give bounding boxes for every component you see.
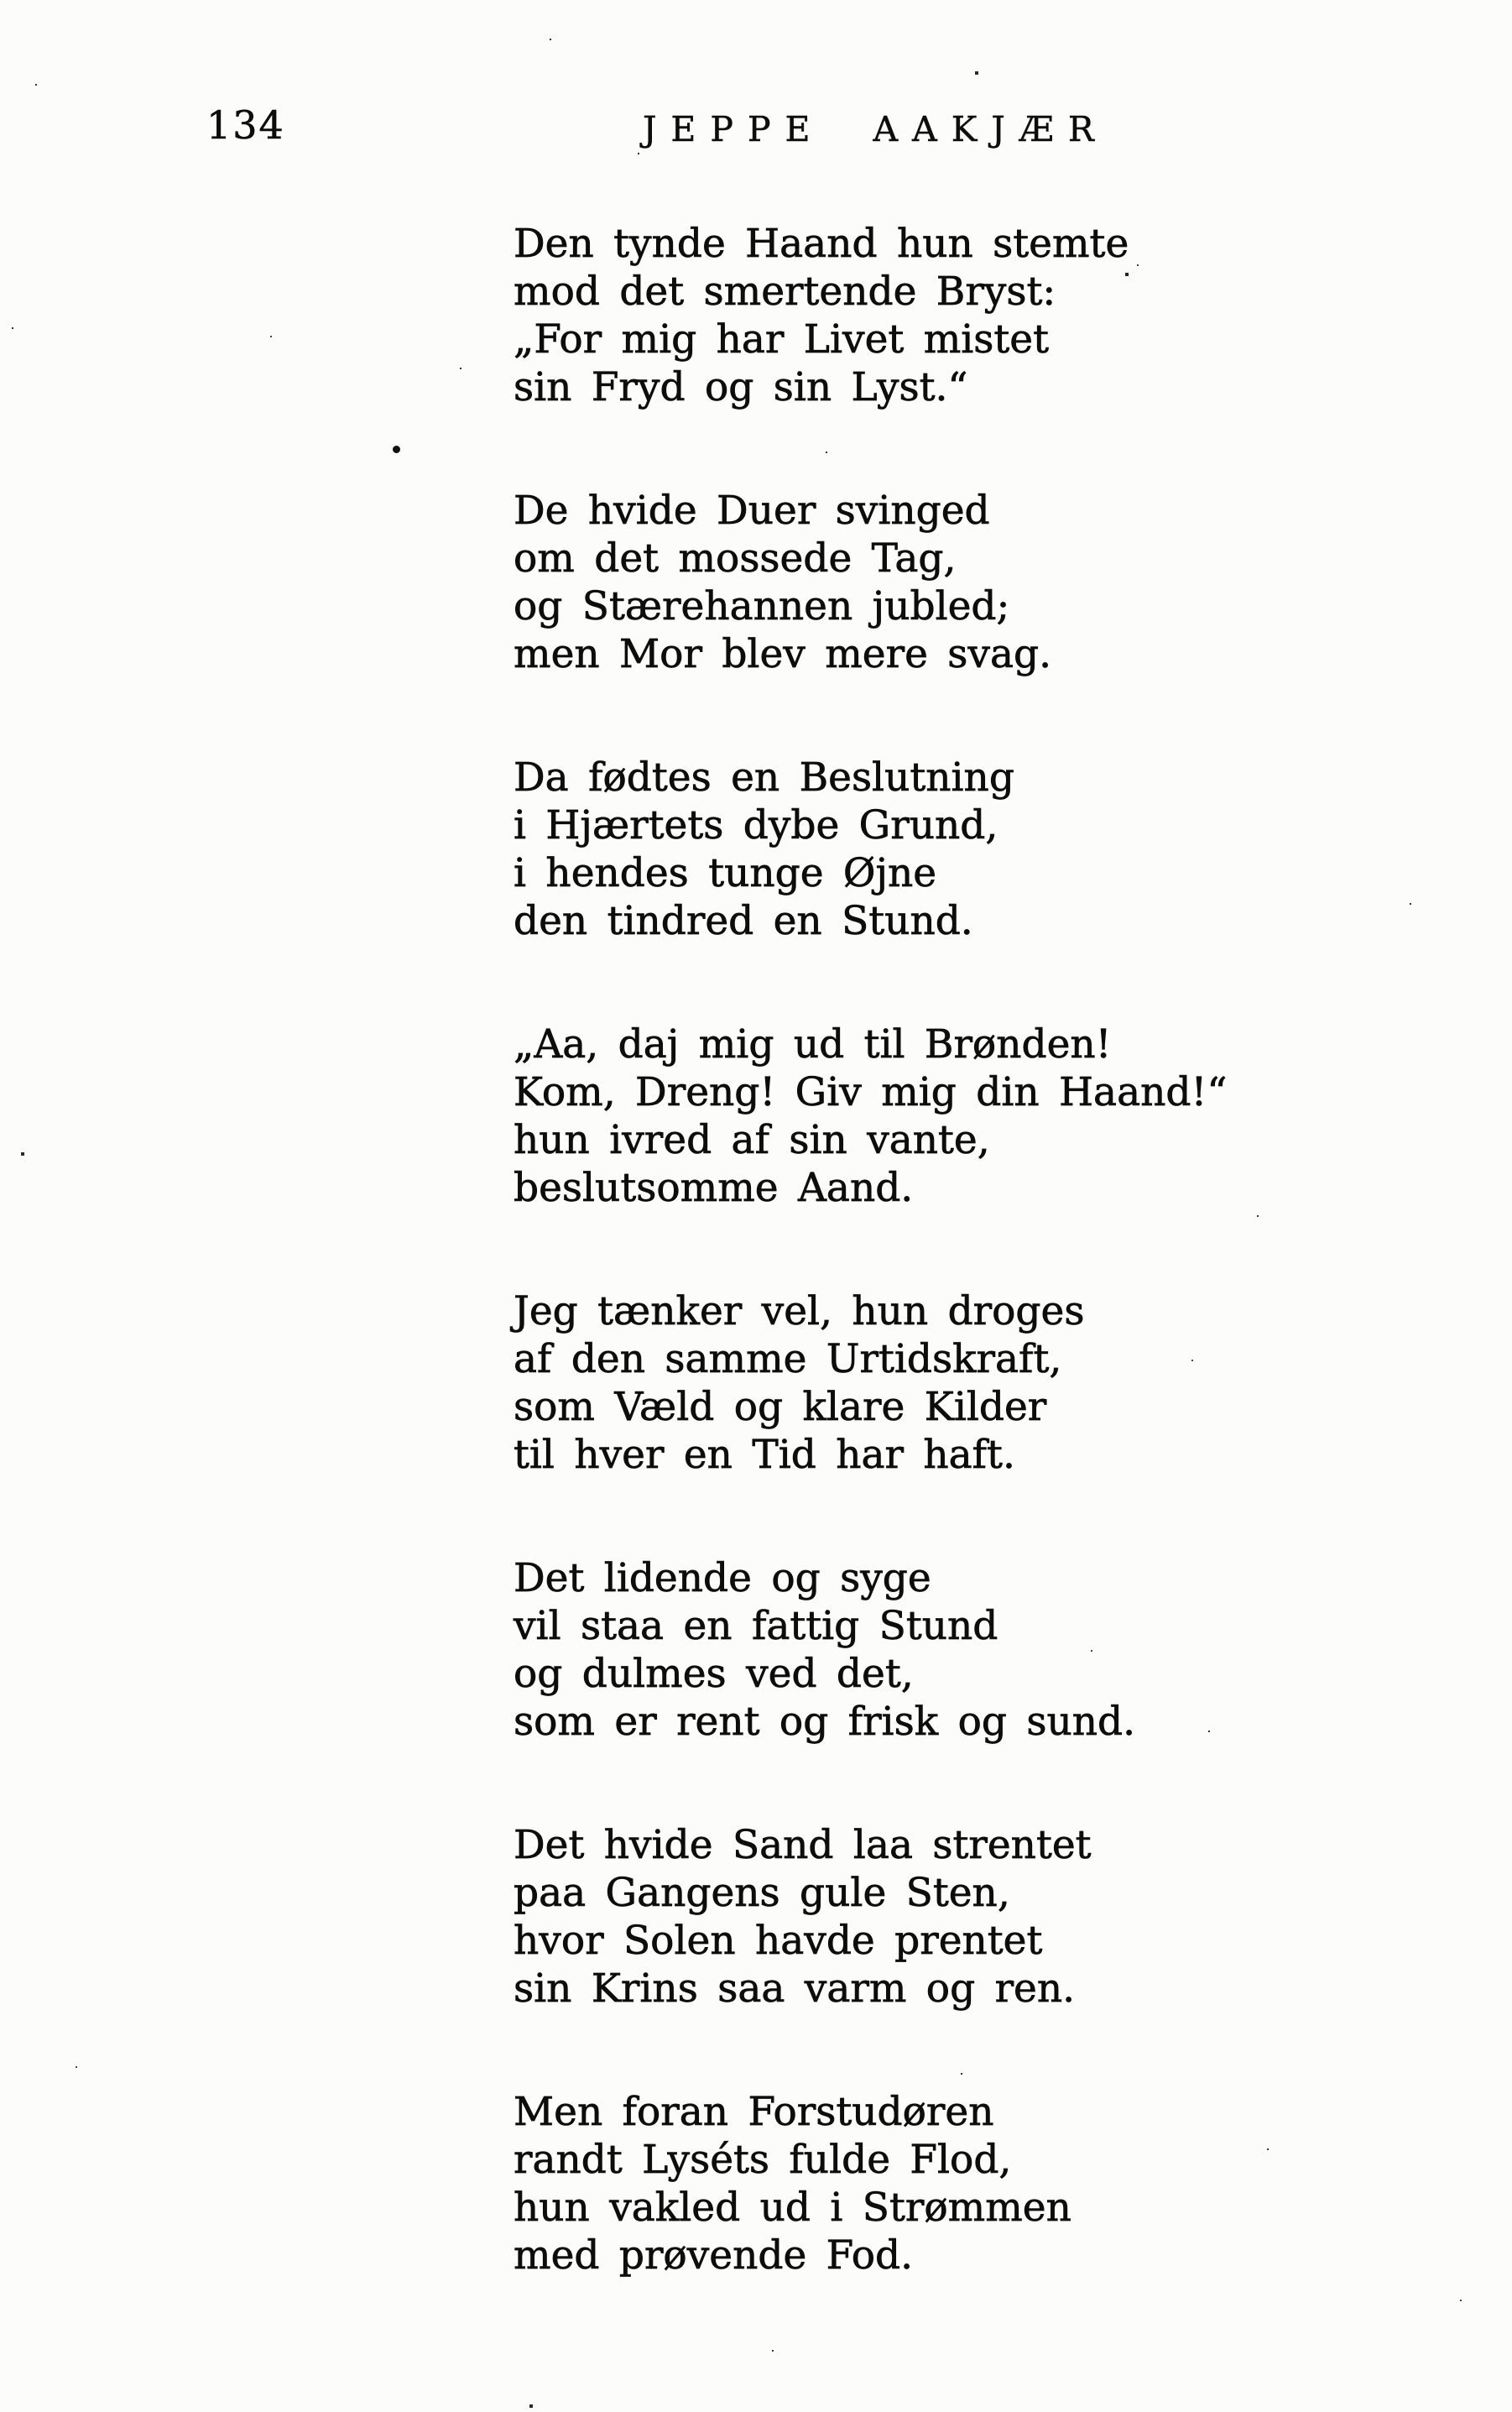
poem-line: beslutsomme Aand. bbox=[514, 1165, 914, 1211]
stanza bbox=[514, 1287, 1227, 1479]
poem-line: Det hvide Sand laa strentet bbox=[514, 1822, 1092, 1868]
poem-line: sin Krins saa varm og ren. bbox=[514, 1966, 1076, 2012]
poem-line: hun vakled ud i Strømmen bbox=[514, 2185, 1071, 2231]
poem-line: hun ivred af sin vante, bbox=[514, 1117, 990, 1163]
stanza bbox=[514, 487, 1227, 678]
poem-line: hvor Solen havde prentet bbox=[514, 1918, 1043, 1964]
poem-line: den tindred en Stund. bbox=[514, 898, 973, 944]
poem-line: med prøvende Fod. bbox=[514, 2232, 914, 2279]
poem-line: men Mor blev mere svag. bbox=[514, 631, 1052, 677]
poem-line: Den tynde Haand hun stemte bbox=[514, 221, 1129, 267]
poem-line: om det mossede Tag, bbox=[514, 535, 957, 582]
poem-line: og Stærehannen jubled; bbox=[514, 583, 1010, 629]
stanza bbox=[514, 1021, 1227, 1212]
page-number: 134 bbox=[206, 102, 285, 148]
stanza bbox=[514, 2088, 1227, 2279]
poem-line: sin Fryd og sin Lyst.“ bbox=[514, 364, 968, 410]
poem-line: som er rent og frisk og sund. bbox=[514, 1699, 1136, 1745]
poem-line: som Væld og klare Kilder bbox=[514, 1384, 1047, 1430]
stanza bbox=[514, 1554, 1227, 1746]
poem-line: Men foran Forstudøren bbox=[514, 2089, 994, 2135]
running-header-author: JEPPE AAKJÆR bbox=[643, 109, 1108, 149]
poem-line: „Aa, daj mig ud til Brønden! bbox=[514, 1021, 1112, 1068]
poem-line: randt Lyséts fulde Flod, bbox=[514, 2137, 1012, 2183]
poem bbox=[514, 220, 1227, 2355]
poem-line: De hvide Duer svinged bbox=[514, 488, 990, 534]
poem-line: i hendes tunge Øjne bbox=[514, 850, 937, 896]
poem-line: „For mig har Livet mistet bbox=[514, 316, 1050, 363]
poem-line: i Hjærtets dybe Grund, bbox=[514, 802, 998, 848]
poem-line: og dulmes ved det, bbox=[514, 1651, 914, 1697]
ink-dot bbox=[393, 446, 400, 453]
poem-line: af den samme Urtidskraft, bbox=[514, 1336, 1062, 1382]
stanza bbox=[514, 1821, 1227, 2013]
stanza bbox=[514, 754, 1227, 945]
poem-line: til hver en Tid har haft. bbox=[514, 1432, 1015, 1478]
poem-line: mod det smertende Bryst: bbox=[514, 269, 1056, 315]
poem-line: vil staa en fattig Stund bbox=[514, 1603, 998, 1649]
poem-line: Jeg tænker vel, hun droges bbox=[514, 1288, 1085, 1334]
poem-line: Det lidende og syge bbox=[514, 1555, 931, 1601]
poem-line: Da fødtes en Beslutning bbox=[514, 754, 1014, 801]
stanza bbox=[514, 220, 1227, 411]
poem-line: paa Gangens gule Sten, bbox=[514, 1870, 1010, 1916]
poem-line: Kom, Dreng! Giv mig din Haand!“ bbox=[514, 1069, 1228, 1115]
paper-specks bbox=[0, 0, 2, 2]
